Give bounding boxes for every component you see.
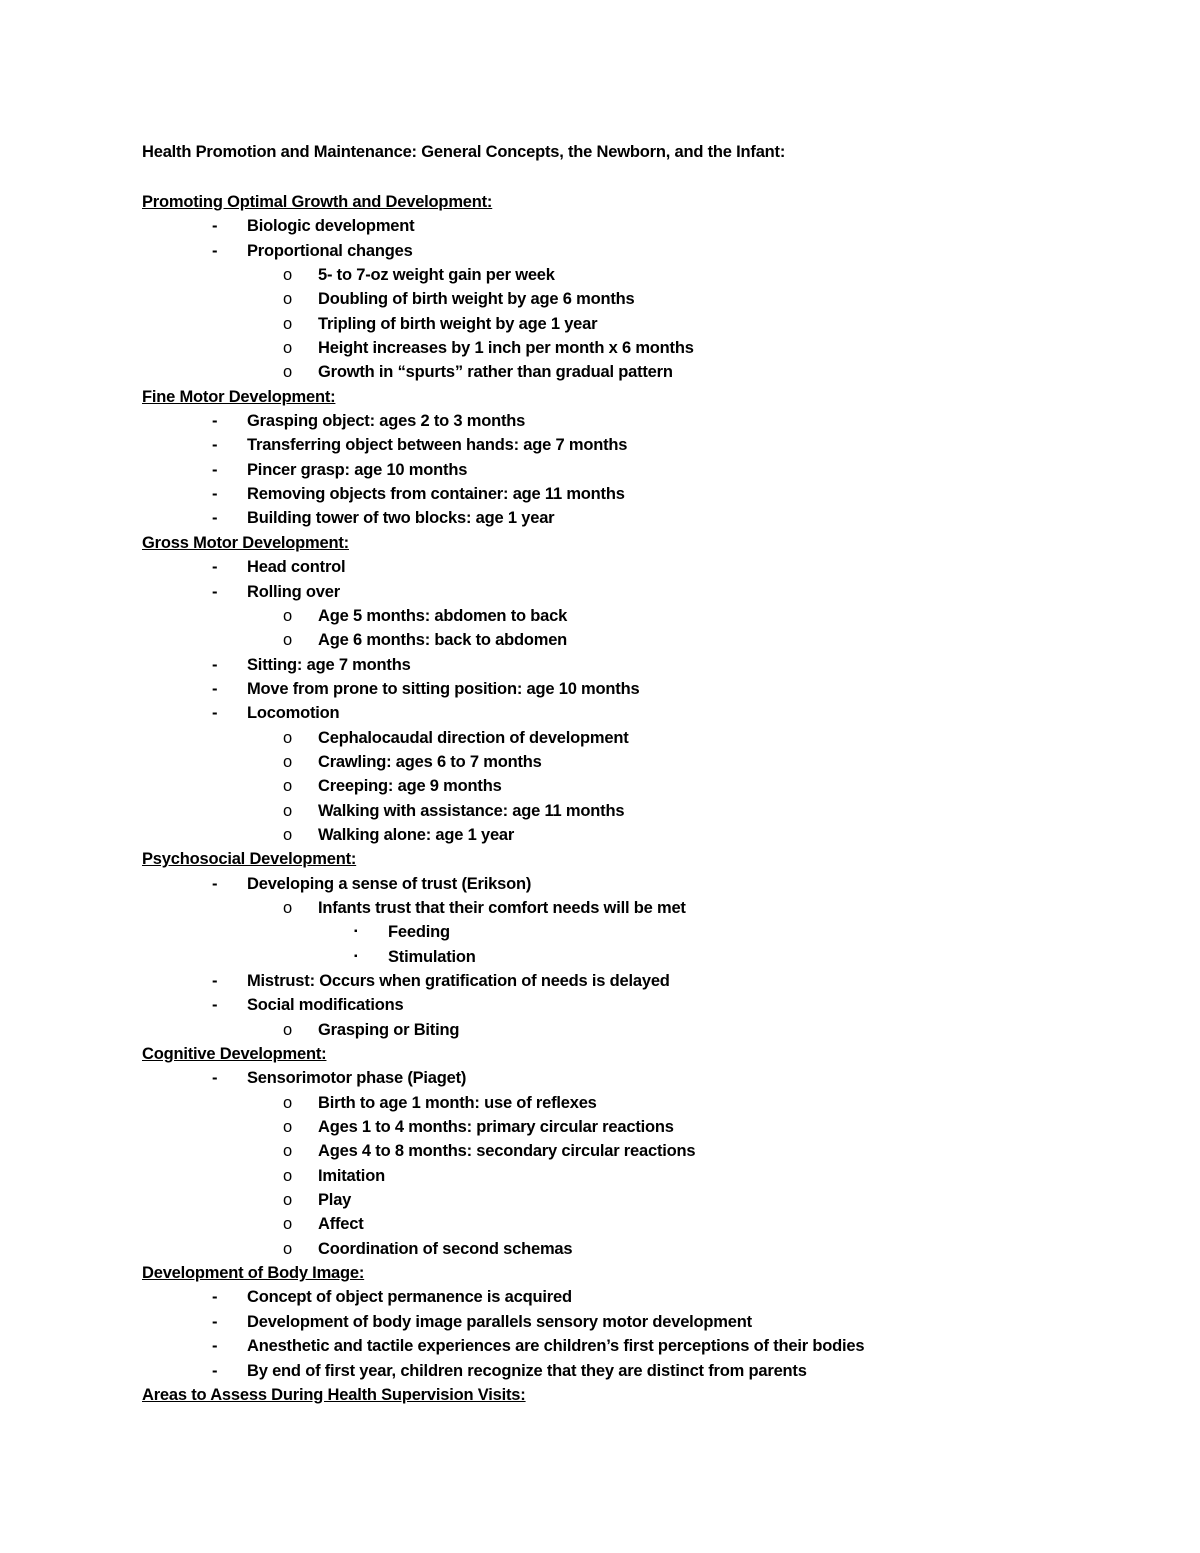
list-item-text: Coordination of second schemas xyxy=(318,1239,573,1258)
circle-bullet-icon: o xyxy=(283,266,292,285)
list-item xyxy=(142,896,1142,920)
list-item xyxy=(142,799,1142,823)
dash-bullet-icon: - xyxy=(212,412,218,431)
circle-bullet-icon: o xyxy=(283,1020,292,1039)
list-item-text: Developing a sense of trust (Erikson) xyxy=(247,874,532,893)
list-item-text: Building tower of two blocks: age 1 year xyxy=(247,509,555,528)
list-item-text: Pincer grasp: age 10 months xyxy=(247,460,468,479)
circle-bullet-icon: o xyxy=(283,290,292,309)
section-heading: Fine Motor Development: xyxy=(142,387,336,406)
dash-bullet-icon: - xyxy=(212,1337,218,1356)
dash-bullet-icon: - xyxy=(212,1288,218,1307)
list-item xyxy=(142,604,1142,628)
list-item-text: Birth to age 1 month: use of reflexes xyxy=(318,1093,597,1112)
circle-bullet-icon: o xyxy=(283,1093,292,1112)
dash-bullet-icon: - xyxy=(212,679,218,698)
list-item-text: Age 6 months: back to abdomen xyxy=(318,631,568,650)
list-item xyxy=(142,920,1142,944)
list-item xyxy=(142,312,1142,336)
list-item xyxy=(142,336,1142,360)
section-heading: Cognitive Development: xyxy=(142,1045,327,1064)
square-bullet-icon: ▪ xyxy=(354,926,358,938)
dash-bullet-icon: - xyxy=(212,436,218,455)
list-item-text: Imitation xyxy=(318,1166,385,1185)
list-item xyxy=(142,1164,1142,1188)
list-item xyxy=(142,1066,1142,1090)
list-item-text: Anesthetic and tactile experiences are children’s first perceptions of their bodies xyxy=(247,1337,865,1356)
circle-bullet-icon: o xyxy=(283,339,292,358)
list-item-text: Sensorimotor phase (Piaget) xyxy=(247,1069,467,1088)
list-item-text: Cephalocaudal direction of development xyxy=(318,728,629,747)
circle-bullet-icon: o xyxy=(283,1166,292,1185)
circle-bullet-icon: o xyxy=(283,1118,292,1137)
list-item xyxy=(142,701,1142,725)
section-heading: Psychosocial Development: xyxy=(142,850,357,869)
dash-bullet-icon: - xyxy=(212,874,218,893)
list-item-text: Mistrust: Occurs when gratification of needs is delayed xyxy=(247,972,670,990)
list-item-text: 5- to 7-oz weight gain per week xyxy=(318,266,555,285)
list-item xyxy=(142,653,1142,677)
dash-bullet-icon: - xyxy=(212,485,218,504)
list-item-text: Grasping or Biting xyxy=(318,1020,460,1039)
circle-bullet-icon: o xyxy=(283,728,292,747)
document-body xyxy=(142,190,1142,1407)
list-item-text: Affect xyxy=(318,1215,364,1234)
list-item xyxy=(142,1188,1142,1212)
list-item-text: Removing objects from container: age 11 months xyxy=(247,485,625,504)
list-item-text: Creeping: age 9 months xyxy=(318,777,502,796)
dash-bullet-icon: - xyxy=(212,217,218,236)
list-item xyxy=(142,823,1142,847)
list-item-text: Development of body image parallels sensory motor development xyxy=(247,1312,752,1331)
list-item-text: Tripling of birth weight by age 1 year xyxy=(318,314,598,333)
list-item xyxy=(142,458,1142,482)
list-item xyxy=(142,993,1142,1017)
dash-bullet-icon: - xyxy=(212,972,218,990)
list-item xyxy=(142,555,1142,579)
circle-bullet-icon: o xyxy=(283,1142,292,1161)
list-item xyxy=(142,482,1142,506)
list-item xyxy=(142,872,1142,896)
list-item xyxy=(142,1359,1142,1383)
list-item-text: Grasping object: ages 2 to 3 months xyxy=(247,412,526,431)
list-item xyxy=(142,750,1142,774)
dash-bullet-icon: - xyxy=(212,241,218,260)
list-item-text: Social modifications xyxy=(247,996,404,1015)
document-title: Health Promotion and Maintenance: General Concepts, the Newborn, and the Infant: xyxy=(142,143,786,161)
section-heading: Gross Motor Development: xyxy=(142,533,349,552)
list-item-text: By end of first year, children recognize that they are distinct from parents xyxy=(247,1361,807,1380)
list-item-text: Ages 4 to 8 months: secondary circular reactions xyxy=(318,1142,696,1161)
list-item xyxy=(142,360,1142,384)
list-item xyxy=(142,433,1142,457)
list-item xyxy=(142,239,1142,263)
square-bullet-icon: ▪ xyxy=(354,950,358,962)
section-heading: Development of Body Image: xyxy=(142,1264,365,1283)
circle-bullet-icon: o xyxy=(283,1239,292,1258)
list-item-text: Feeding xyxy=(388,923,450,942)
list-item xyxy=(142,506,1142,530)
circle-bullet-icon: o xyxy=(283,1215,292,1234)
list-item-text: Doubling of birth weight by age 6 months xyxy=(318,290,635,309)
dash-bullet-icon: - xyxy=(212,509,218,528)
dash-bullet-icon: - xyxy=(212,460,218,479)
section-heading: Promoting Optimal Growth and Development: xyxy=(142,193,493,211)
list-item xyxy=(142,726,1142,750)
circle-bullet-icon: o xyxy=(283,898,292,917)
list-item-text: Locomotion xyxy=(247,704,340,723)
list-item xyxy=(142,969,1142,993)
list-item-text: Walking with assistance: age 11 months xyxy=(318,801,625,820)
list-item xyxy=(142,774,1142,798)
list-item-text: Head control xyxy=(247,558,346,577)
dash-bullet-icon: - xyxy=(212,996,218,1015)
circle-bullet-icon: o xyxy=(283,606,292,625)
list-item-text: Biologic development xyxy=(247,217,415,236)
list-item-text: Crawling: ages 6 to 7 months xyxy=(318,752,542,771)
dash-bullet-icon: - xyxy=(212,1361,218,1380)
dash-bullet-icon: - xyxy=(212,558,218,577)
list-item-text: Walking alone: age 1 year xyxy=(318,825,515,844)
list-item-text: Concept of object permanence is acquired xyxy=(247,1288,572,1307)
dash-bullet-icon: - xyxy=(212,1069,218,1088)
list-item xyxy=(142,1310,1142,1334)
list-item-text: Rolling over xyxy=(247,582,340,601)
circle-bullet-icon: o xyxy=(283,631,292,650)
list-item-text: Stimulation xyxy=(388,947,476,966)
list-item xyxy=(142,580,1142,604)
list-item-text: Growth in “spurts” rather than gradual pattern xyxy=(318,363,673,382)
list-item-text: Play xyxy=(318,1191,352,1210)
dash-bullet-icon: - xyxy=(212,1312,218,1331)
circle-bullet-icon: o xyxy=(283,825,292,844)
list-item-text: Infants trust that their comfort needs will be met xyxy=(318,898,686,917)
circle-bullet-icon: o xyxy=(283,801,292,820)
list-item xyxy=(142,409,1142,433)
circle-bullet-icon: o xyxy=(283,363,292,382)
list-item xyxy=(142,677,1142,701)
section-heading: Areas to Assess During Health Supervision Visits: xyxy=(142,1385,526,1404)
circle-bullet-icon: o xyxy=(283,314,292,333)
list-item xyxy=(142,214,1142,238)
list-item xyxy=(142,263,1142,287)
list-item xyxy=(142,1115,1142,1139)
list-item xyxy=(142,1091,1142,1115)
list-item-text: Sitting: age 7 months xyxy=(247,655,411,674)
circle-bullet-icon: o xyxy=(283,777,292,796)
list-item-text: Transferring object between hands: age 7 months xyxy=(247,436,628,455)
list-item xyxy=(142,1018,1142,1042)
list-item-text: Move from prone to sitting position: age 10 months xyxy=(247,679,640,698)
dash-bullet-icon: - xyxy=(212,704,218,723)
list-item xyxy=(142,287,1142,311)
list-item xyxy=(142,945,1142,969)
list-item xyxy=(142,1212,1142,1236)
dash-bullet-icon: - xyxy=(212,655,218,674)
dash-bullet-icon: - xyxy=(212,582,218,601)
list-item-text: Ages 1 to 4 months: primary circular reactions xyxy=(318,1118,674,1137)
list-item xyxy=(142,1334,1142,1358)
list-item xyxy=(142,628,1142,652)
list-item xyxy=(142,1237,1142,1261)
circle-bullet-icon: o xyxy=(283,752,292,771)
circle-bullet-icon: o xyxy=(283,1191,292,1210)
list-item-text: Height increases by 1 inch per month x 6 months xyxy=(318,339,694,358)
list-item xyxy=(142,1285,1142,1309)
list-item-text: Proportional changes xyxy=(247,241,413,260)
list-item-text: Age 5 months: abdomen to back xyxy=(318,606,568,625)
list-item xyxy=(142,1139,1142,1163)
